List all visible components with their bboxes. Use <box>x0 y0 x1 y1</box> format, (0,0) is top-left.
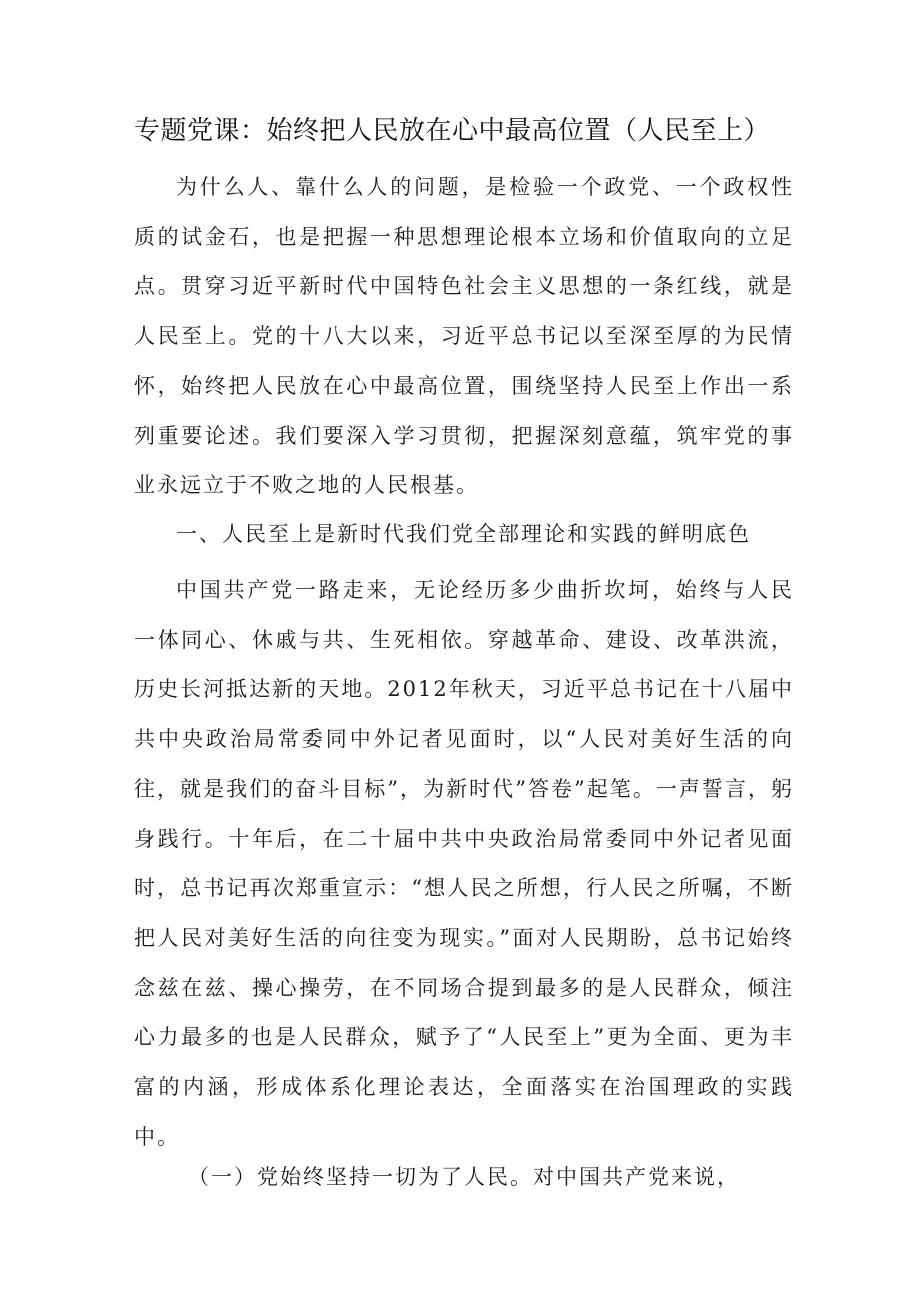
section-heading-one: 一、人民至上是新时代我们党全部理论和实践的鲜明底色 <box>176 522 751 546</box>
section-one-paragraph: 中国共产党一路走来，无论经历多少曲折坎坷，始终与人民一体同心、休戚与共、生死相依。穿越革命、建设、改革洪流，历史长河抵达新的天地。2012年秋天，习近平总书记在十八届中共中央政治局常委同中外记者见面时，以“人民对美好生活的向往，就是我们的奋斗目标”，为新时代”答卷”起笔。一声誓言，躬身践行。十年后，在二十届中共中央政治局常委同中外记者见面时，总书记再次郑重宣示：“想人民之所想，行人民之所嘱，不断把人民对美好生活的向往变为现实。”面对人民期盼，总书记始终念兹在兹、操心操劳，在不同场合提到最多的是人民群众，倾注心力最多的也是人民群众，赋予了“人民至上”更为全面、更为丰富的内涵，形成体系化理论表达，全面落实在治国理政的实践中。 <box>134 578 794 1149</box>
subsection-heading-one: （一）党始终坚持一切为了人民。对中国共产党来说， <box>188 1165 740 1189</box>
intro-paragraph: 为什么人、靠什么人的问题，是检验一个政党、一个政权性质的试金石，也是把握一种思想理论根本立场和价值取向的立足点。贯穿习近平新时代中国特色社会主义思想的一条红线，就是人民至上。党的十八大以来，习近平总书记以至深至厚的为民情怀，始终把人民放在心中最高位置，围绕坚持人民至上作出一系列重要论述。我们要深入学习贯彻，把握深刻意蕴，筑牢党的事业永远立于不败之地的人民根基。 <box>134 175 794 498</box>
document-title: 专题党课：始终把人民放在心中最高位置（人民至上） <box>134 116 771 146</box>
